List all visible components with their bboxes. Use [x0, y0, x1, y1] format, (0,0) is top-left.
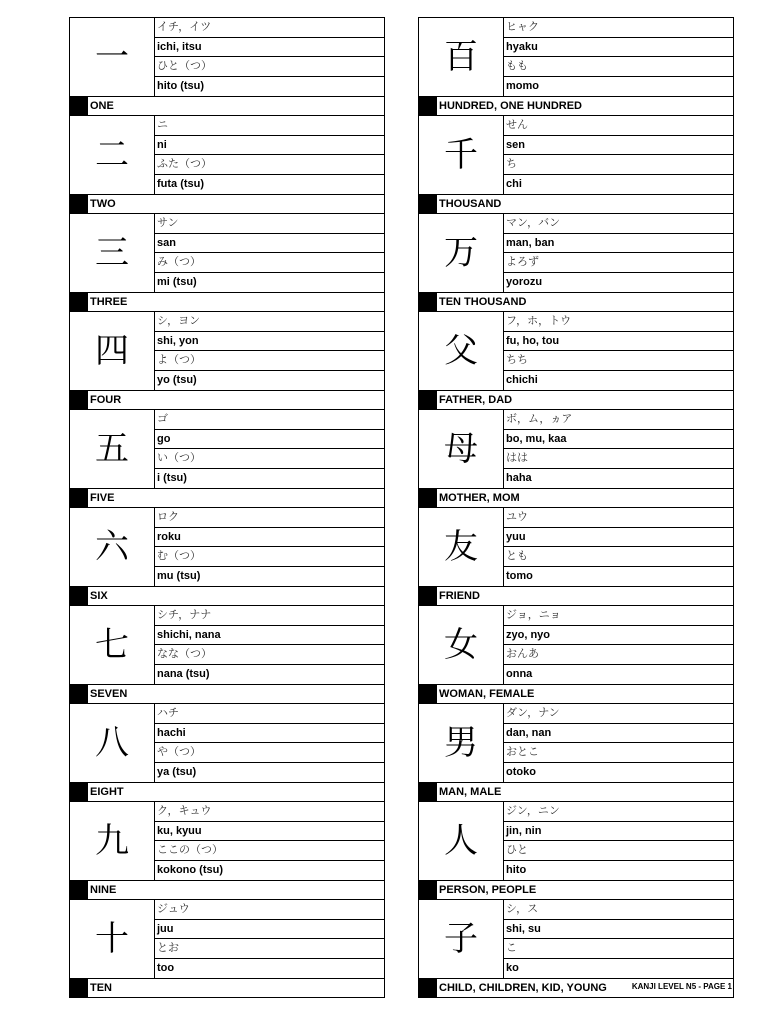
kanji-character: 三	[95, 233, 129, 273]
meaning-marker	[419, 293, 437, 311]
kanji-card	[70, 410, 384, 508]
kanji-card	[419, 214, 733, 312]
on-reading: サン	[155, 214, 384, 234]
meaning-label: ONE	[90, 100, 114, 112]
meaning-marker	[70, 195, 88, 213]
kun-reading-romaji: hito (tsu)	[157, 79, 205, 92]
meaning-marker	[70, 587, 88, 605]
kanji-character: 百	[444, 37, 478, 77]
kanji-card	[70, 116, 384, 214]
on-reading-romaji: sen	[504, 136, 733, 156]
kanji-card	[70, 802, 384, 900]
kanji-character: 父	[444, 331, 478, 371]
kun-reading: おとこ	[504, 743, 733, 763]
kanji-card	[419, 312, 733, 410]
on-reading: ジョ，ニョ	[504, 606, 733, 626]
on-reading-romaji: man, ban	[504, 234, 733, 254]
on-reading: ボ，ム，ヵア	[504, 410, 733, 430]
kanji-column-left	[69, 17, 385, 998]
kanji-character: 二	[95, 135, 129, 175]
meaning-marker	[70, 685, 88, 703]
kanji-card	[70, 606, 384, 704]
kun-reading: ひと（つ）	[155, 57, 384, 77]
meaning-label: THREE	[90, 296, 128, 308]
kun-reading-romaji: mu (tsu)	[157, 569, 201, 582]
kanji-card	[70, 18, 384, 116]
kun-reading-romaji: yorozu	[506, 275, 543, 288]
kun-reading-romaji: ya (tsu)	[157, 765, 197, 778]
kanji-card	[419, 704, 733, 802]
kun-reading: む（つ）	[155, 547, 384, 567]
on-reading: イチ，イツ	[155, 18, 384, 38]
kun-reading: よろず	[504, 253, 733, 273]
on-reading-romaji: go	[155, 430, 384, 450]
on-reading: ロク	[155, 508, 384, 528]
on-reading-romaji: juu	[155, 920, 384, 940]
meaning-marker	[70, 979, 88, 997]
meaning-label: TEN	[90, 982, 112, 994]
kanji-card	[419, 508, 733, 606]
kun-reading: い（つ）	[155, 449, 384, 469]
kun-reading-romaji: onna	[506, 667, 533, 680]
on-reading: ジン，ニン	[504, 802, 733, 822]
kun-reading: ここの（つ）	[155, 841, 384, 861]
meaning-label: HUNDRED, ONE HUNDRED	[439, 100, 583, 112]
on-reading-romaji: hachi	[155, 724, 384, 744]
meaning-marker	[70, 391, 88, 409]
kun-reading-romaji: otoko	[506, 765, 536, 778]
meaning-marker	[70, 881, 88, 899]
kanji-character: 七	[95, 625, 129, 665]
on-reading: シ，ス	[504, 900, 733, 920]
kanji-card	[419, 116, 733, 214]
kun-reading-romaji: chichi	[506, 373, 538, 386]
meaning-marker	[419, 97, 437, 115]
on-reading: マン，バン	[504, 214, 733, 234]
on-reading: ゴ	[155, 410, 384, 430]
meaning-marker	[419, 783, 437, 801]
kanji-character: 友	[444, 527, 478, 567]
meaning-marker	[70, 783, 88, 801]
on-reading-romaji: hyaku	[504, 38, 733, 58]
kun-reading-romaji: nana (tsu)	[157, 667, 210, 680]
kun-reading-romaji: hito	[506, 863, 527, 876]
on-reading-romaji: jin, nin	[504, 822, 733, 842]
on-reading: ク，キュウ	[155, 802, 384, 822]
kanji-character: 九	[95, 821, 129, 861]
meaning-marker	[419, 587, 437, 605]
on-reading-romaji: ku, kyuu	[155, 822, 384, 842]
on-reading-romaji: dan, nan	[504, 724, 733, 744]
on-reading: フ，ホ，トウ	[504, 312, 733, 332]
kun-reading: や（つ）	[155, 743, 384, 763]
meaning-label: EIGHT	[90, 786, 124, 798]
meaning-marker	[419, 685, 437, 703]
kanji-column-right	[418, 17, 734, 998]
meaning-label: WOMAN, FEMALE	[439, 688, 535, 700]
on-reading-romaji: shi, yon	[155, 332, 384, 352]
meaning-label: THOUSAND	[439, 198, 502, 210]
on-reading: シ，ヨン	[155, 312, 384, 332]
kun-reading: はは	[504, 449, 733, 469]
kanji-character: 一	[95, 37, 129, 77]
kun-reading: ちち	[504, 351, 733, 371]
kun-reading: ひと	[504, 841, 733, 861]
kanji-card	[70, 508, 384, 606]
kanji-card	[70, 704, 384, 802]
kanji-character: 千	[444, 135, 478, 175]
on-reading-romaji: san	[155, 234, 384, 254]
kun-reading-romaji: mi (tsu)	[157, 275, 197, 288]
on-reading-romaji: ichi, itsu	[155, 38, 384, 58]
kun-reading: ふた（つ）	[155, 155, 384, 175]
kun-reading: なな（つ）	[155, 645, 384, 665]
kun-reading: よ（つ）	[155, 351, 384, 371]
kanji-card	[70, 312, 384, 410]
on-reading-romaji: roku	[155, 528, 384, 548]
page-footer: KANJI LEVEL N5 - PAGE 1	[631, 982, 732, 991]
kun-reading-romaji: kokono (tsu)	[157, 863, 223, 876]
meaning-label: MAN, MALE	[439, 786, 502, 798]
kanji-character: 八	[95, 723, 129, 763]
kanji-card	[70, 214, 384, 312]
kanji-character: 五	[95, 429, 129, 469]
on-reading-romaji: bo, mu, kaa	[504, 430, 733, 450]
kanji-card	[419, 802, 733, 900]
kanji-character: 母	[444, 429, 478, 469]
on-reading: ダン，ナン	[504, 704, 733, 724]
on-reading: ユウ	[504, 508, 733, 528]
on-reading-romaji: yuu	[504, 528, 733, 548]
kanji-character: 男	[444, 723, 478, 763]
meaning-marker	[419, 195, 437, 213]
meaning-marker	[70, 293, 88, 311]
kun-reading: おんあ	[504, 645, 733, 665]
kanji-character: 四	[95, 331, 129, 371]
kanji-character: 人	[444, 821, 478, 861]
on-reading-romaji: fu, ho, tou	[504, 332, 733, 352]
kanji-card	[70, 900, 384, 997]
meaning-marker	[419, 391, 437, 409]
meaning-label: CHILD, CHILDREN, KID, YOUNG	[439, 982, 607, 994]
kun-reading-romaji: chi	[506, 177, 522, 190]
kun-reading-romaji: yo (tsu)	[157, 373, 197, 386]
kanji-character: 万	[444, 233, 478, 273]
kun-reading: こ	[504, 939, 733, 959]
kun-reading: もも	[504, 57, 733, 77]
meaning-label: SEVEN	[90, 688, 128, 700]
meaning-label: TEN THOUSAND	[439, 296, 527, 308]
kanji-card	[419, 18, 733, 116]
meaning-label: NINE	[90, 884, 117, 896]
kun-reading-romaji: futa (tsu)	[157, 177, 205, 190]
meaning-label: FIVE	[90, 492, 115, 504]
on-reading-romaji: shi, su	[504, 920, 733, 940]
kun-reading: とも	[504, 547, 733, 567]
meaning-marker	[419, 979, 437, 997]
meaning-label: MOTHER, MOM	[439, 492, 520, 504]
kanji-character: 女	[444, 625, 478, 665]
meaning-label: FATHER, DAD	[439, 394, 513, 406]
meaning-label: FOUR	[90, 394, 122, 406]
kanji-card	[419, 606, 733, 704]
meaning-label: TWO	[90, 198, 116, 210]
on-reading: ヒャク	[504, 18, 733, 38]
kanji-card	[419, 410, 733, 508]
kanji-character: 六	[95, 527, 129, 567]
meaning-label: PERSON, PEOPLE	[439, 884, 537, 896]
meaning-marker	[419, 489, 437, 507]
on-reading: ニ	[155, 116, 384, 136]
on-reading: せん	[504, 116, 733, 136]
kun-reading-romaji: momo	[506, 79, 539, 92]
kun-reading-romaji: too	[157, 961, 175, 974]
kun-reading-romaji: haha	[506, 471, 532, 484]
kanji-character: 子	[444, 919, 478, 959]
on-reading: ジュウ	[155, 900, 384, 920]
on-reading: ハチ	[155, 704, 384, 724]
kanji-character: 十	[95, 919, 129, 959]
on-reading-romaji: shichi, nana	[155, 626, 384, 646]
kun-reading-romaji: ko	[506, 961, 519, 974]
kun-reading-romaji: i (tsu)	[157, 471, 187, 484]
meaning-marker	[70, 97, 88, 115]
on-reading-romaji: zyo, nyo	[504, 626, 733, 646]
meaning-label: FRIEND	[439, 590, 480, 602]
meaning-label: SIX	[90, 590, 108, 602]
meaning-marker	[419, 881, 437, 899]
kun-reading-romaji: tomo	[506, 569, 533, 582]
on-reading-romaji: ni	[155, 136, 384, 156]
kun-reading: み（つ）	[155, 253, 384, 273]
kun-reading: ち	[504, 155, 733, 175]
meaning-marker	[70, 489, 88, 507]
on-reading: シチ，ナナ	[155, 606, 384, 626]
kun-reading: とお	[155, 939, 384, 959]
